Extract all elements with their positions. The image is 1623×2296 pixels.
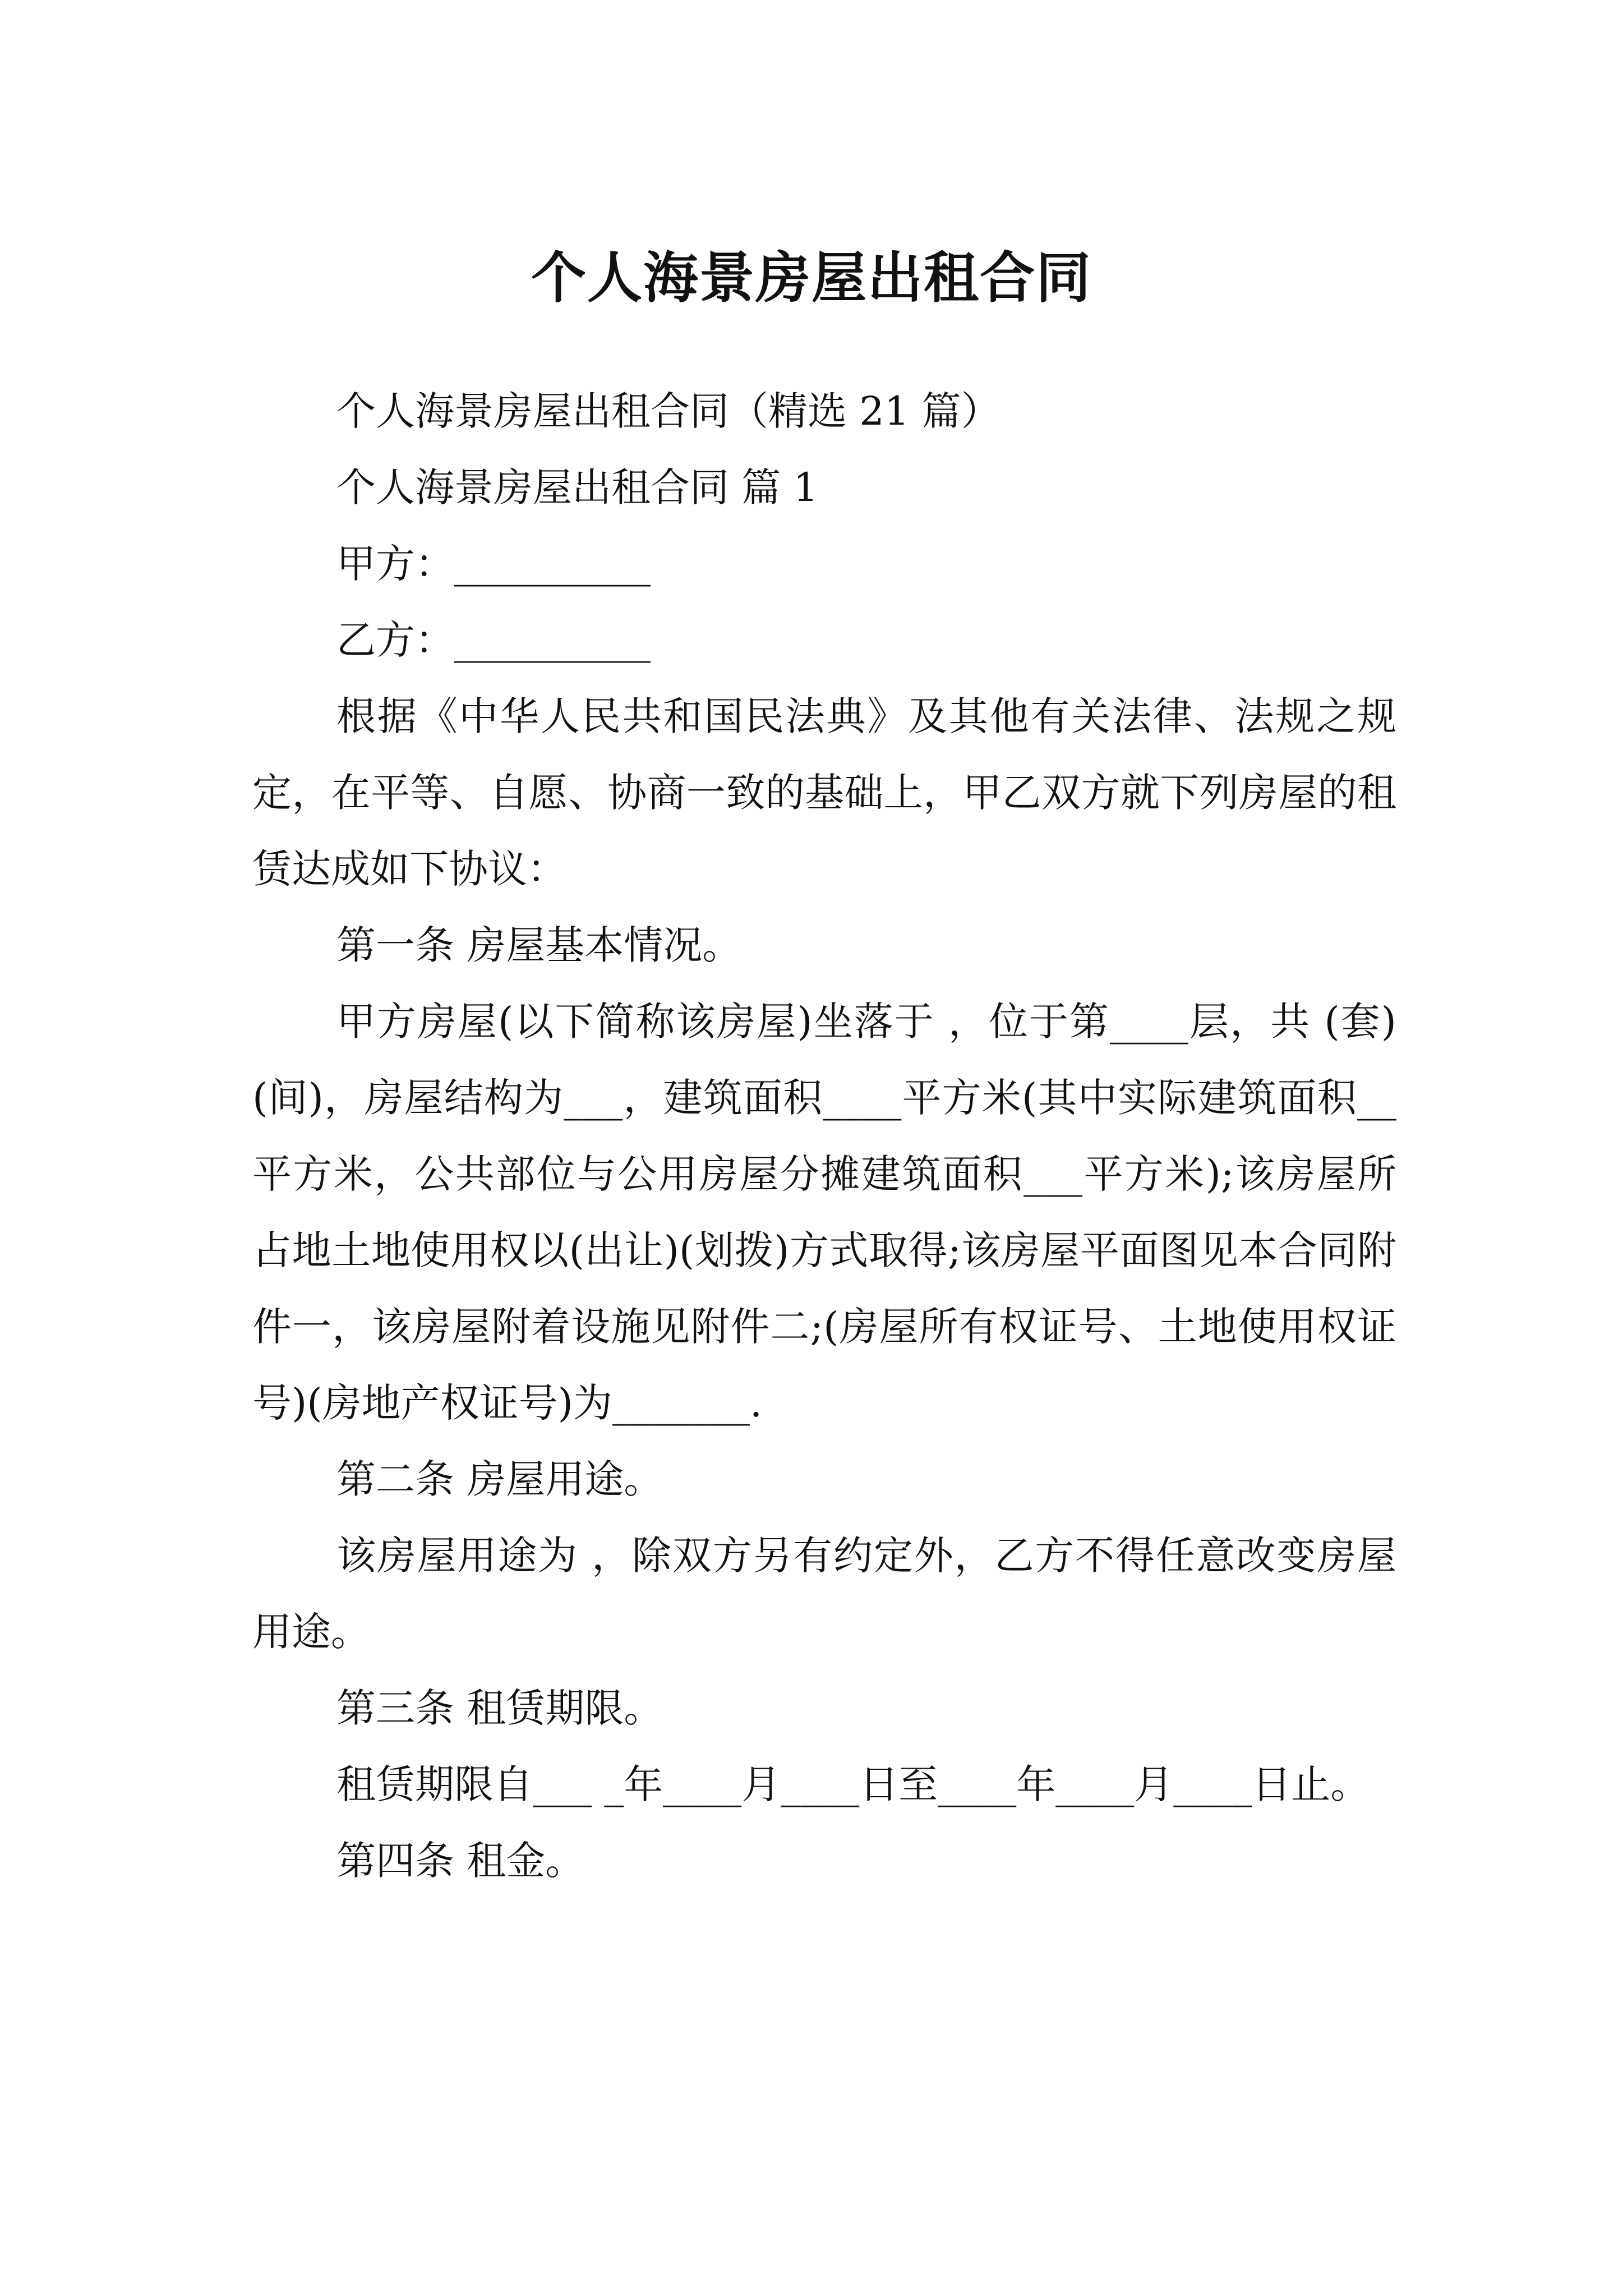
- article-1-body: 甲方房屋(以下简称该房屋)坐落于 ，位于第____层，共 (套)(间)，房屋结构为___，建筑面积____平方米(其中实际建筑面积__平方米，公共部位与公用房屋分摊建筑面积___平方米);该房屋所占地土地使用权以(出让)(划拨)方式取得;该房屋平面图见本合同附件一，该房屋附着设施见附件二;(房屋所有权证号、土地使用权证号)(房地产权证号)为_______.: [252, 999, 1396, 1426]
- article-2-body: 该房屋用途为 ，除双方另有约定外，乙方不得任意改变房屋用途。: [252, 1533, 1396, 1655]
- article-1-heading: 第一条 房屋基本情况。: [336, 922, 742, 968]
- article-3-body: 租赁期限自___ _年____月____日至____年____月____日止。: [336, 1761, 1370, 1807]
- document-body: [252, 373, 1396, 1899]
- document-title: 个人海景房屋出租合同: [531, 245, 1092, 310]
- collection-heading: 个人海景房屋出租合同（精选 21 篇）: [336, 388, 1000, 434]
- article-3-heading: 第三条 租赁期限。: [336, 1685, 663, 1731]
- party-a-line: 甲方：__________: [336, 541, 651, 587]
- party-b-line: 乙方：__________: [336, 617, 651, 663]
- article-2-heading: 第二条 房屋用途。: [336, 1456, 663, 1502]
- article-4-heading: 第四条 租金。: [336, 1838, 585, 1884]
- chapter-heading: 个人海景房屋出租合同 篇 1: [336, 464, 819, 510]
- contract-preamble: 根据《中华人民共和国民法典》及其他有关法律、法规之规定，在平等、自愿、协商一致的基础上，甲乙双方就下列房屋的租赁达成如下协议：: [252, 693, 1396, 892]
